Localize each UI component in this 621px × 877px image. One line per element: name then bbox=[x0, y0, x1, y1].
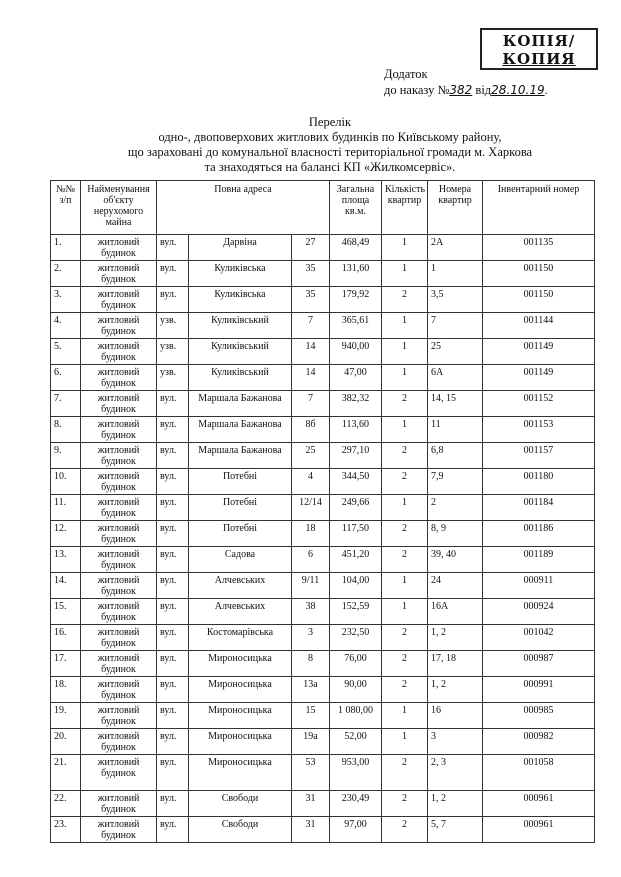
row-apartment-count: 2 bbox=[382, 791, 428, 817]
row-number: 2. bbox=[51, 261, 81, 287]
row-object-name: житловий будинок bbox=[81, 261, 157, 287]
row-object-name: житловий будинок bbox=[81, 417, 157, 443]
row-inventory-number: 001153 bbox=[483, 417, 595, 443]
stamp-line-1: КОПІЯ/ bbox=[502, 32, 576, 50]
row-apartment-count: 1 bbox=[382, 599, 428, 625]
order-number: 382 bbox=[449, 83, 473, 97]
row-house-number: 13а bbox=[292, 677, 330, 703]
row-house-number: 9/11 bbox=[292, 573, 330, 599]
header-name: Найменування об'єкту нерухомого майна bbox=[81, 181, 157, 235]
row-house-number: 14 bbox=[292, 339, 330, 365]
heading-line-1: Перелік bbox=[308, 115, 352, 129]
row-inventory-number: 000961 bbox=[483, 791, 595, 817]
row-apartment-numbers: 11 bbox=[428, 417, 483, 443]
row-apartment-count: 2 bbox=[382, 817, 428, 843]
table-row bbox=[51, 599, 595, 625]
row-object-name: житловий будинок bbox=[81, 755, 157, 791]
stamp-line-2: КОПИЯ bbox=[502, 50, 576, 68]
row-street-type: вул. bbox=[157, 391, 189, 417]
row-house-number: 12/14 bbox=[292, 495, 330, 521]
row-apartment-count: 1 bbox=[382, 417, 428, 443]
row-house-number: 6 bbox=[292, 547, 330, 573]
row-number: 4. bbox=[51, 313, 81, 339]
table-row bbox=[51, 547, 595, 573]
row-apartment-count: 2 bbox=[382, 677, 428, 703]
row-inventory-number: 001189 bbox=[483, 547, 595, 573]
row-street-type: вул. bbox=[157, 677, 189, 703]
row-area: 1 080,00 bbox=[330, 703, 382, 729]
row-house-number: 7 bbox=[292, 391, 330, 417]
row-inventory-number: 000985 bbox=[483, 703, 595, 729]
table-row bbox=[51, 365, 595, 391]
row-number: 11. bbox=[51, 495, 81, 521]
document-heading bbox=[100, 115, 560, 175]
table-row bbox=[51, 573, 595, 599]
row-object-name: житловий будинок bbox=[81, 573, 157, 599]
row-street: Куликівський bbox=[189, 313, 292, 339]
row-apartment-numbers: 16А bbox=[428, 599, 483, 625]
row-object-name: житловий будинок bbox=[81, 729, 157, 755]
row-number: 14. bbox=[51, 573, 81, 599]
row-apartment-numbers: 25 bbox=[428, 339, 483, 365]
table-row bbox=[51, 469, 595, 495]
row-street: Свободи bbox=[189, 817, 292, 843]
row-street-type: вул. bbox=[157, 729, 189, 755]
row-number: 23. bbox=[51, 817, 81, 843]
table-row bbox=[51, 391, 595, 417]
row-house-number: 8б bbox=[292, 417, 330, 443]
date-prefix: від bbox=[475, 83, 492, 97]
row-apartment-numbers: 8, 9 bbox=[428, 521, 483, 547]
row-house-number: 35 bbox=[292, 261, 330, 287]
row-street-type: узв. bbox=[157, 365, 189, 391]
row-area: 297,10 bbox=[330, 443, 382, 469]
row-house-number: 15 bbox=[292, 703, 330, 729]
row-apartment-count: 1 bbox=[382, 339, 428, 365]
table-row bbox=[51, 651, 595, 677]
row-house-number: 19а bbox=[292, 729, 330, 755]
row-street: Мироносицька bbox=[189, 677, 292, 703]
order-date: 28.10.19 bbox=[491, 83, 545, 97]
row-area: 365,61 bbox=[330, 313, 382, 339]
row-street: Мироносицька bbox=[189, 703, 292, 729]
table-header-row bbox=[51, 181, 595, 235]
row-number: 10. bbox=[51, 469, 81, 495]
row-area: 47,00 bbox=[330, 365, 382, 391]
row-house-number: 7 bbox=[292, 313, 330, 339]
row-number: 7. bbox=[51, 391, 81, 417]
row-street-type: вул. bbox=[157, 703, 189, 729]
row-street: Свободи bbox=[189, 791, 292, 817]
row-street: Потебні bbox=[189, 521, 292, 547]
row-house-number: 31 bbox=[292, 791, 330, 817]
table-row bbox=[51, 495, 595, 521]
row-street: Потебні bbox=[189, 469, 292, 495]
row-street-type: вул. bbox=[157, 791, 189, 817]
row-inventory-number: 001144 bbox=[483, 313, 595, 339]
row-area: 249,66 bbox=[330, 495, 382, 521]
row-object-name: житловий будинок bbox=[81, 495, 157, 521]
row-number: 1. bbox=[51, 235, 81, 261]
row-apartment-count: 1 bbox=[382, 495, 428, 521]
row-object-name: житловий будинок bbox=[81, 365, 157, 391]
row-street: Маршала Бажанова bbox=[189, 443, 292, 469]
row-apartment-count: 2 bbox=[382, 521, 428, 547]
row-number: 21. bbox=[51, 755, 81, 791]
header-address: Повна адреса bbox=[157, 181, 330, 235]
table-row bbox=[51, 261, 595, 287]
row-apartment-count: 2 bbox=[382, 651, 428, 677]
row-house-number: 35 bbox=[292, 287, 330, 313]
row-street: Куликівський bbox=[189, 365, 292, 391]
row-house-number: 3 bbox=[292, 625, 330, 651]
row-apartment-numbers: 1, 2 bbox=[428, 625, 483, 651]
row-street: Маршала Бажанова bbox=[189, 391, 292, 417]
row-house-number: 18 bbox=[292, 521, 330, 547]
row-street: Мироносицька bbox=[189, 729, 292, 755]
row-number: 15. bbox=[51, 599, 81, 625]
table-row bbox=[51, 443, 595, 469]
row-house-number: 14 bbox=[292, 365, 330, 391]
appendix-title: Додаток bbox=[384, 67, 428, 81]
row-inventory-number: 001150 bbox=[483, 287, 595, 313]
row-apartment-count: 1 bbox=[382, 313, 428, 339]
table-row bbox=[51, 235, 595, 261]
row-area: 152,59 bbox=[330, 599, 382, 625]
row-street-type: вул. bbox=[157, 235, 189, 261]
row-inventory-number: 000911 bbox=[483, 573, 595, 599]
row-area: 344,50 bbox=[330, 469, 382, 495]
order-reference: до наказу №382 від28.10.19. bbox=[384, 83, 548, 97]
table-row bbox=[51, 339, 595, 365]
row-street-type: вул. bbox=[157, 573, 189, 599]
row-object-name: житловий будинок bbox=[81, 817, 157, 843]
row-area: 76,00 bbox=[330, 651, 382, 677]
row-apartment-numbers: 5, 7 bbox=[428, 817, 483, 843]
row-inventory-number: 001058 bbox=[483, 755, 595, 791]
row-area: 113,60 bbox=[330, 417, 382, 443]
row-object-name: житловий будинок bbox=[81, 469, 157, 495]
row-object-name: житловий будинок bbox=[81, 651, 157, 677]
copy-stamp bbox=[480, 28, 598, 70]
row-number: 6. bbox=[51, 365, 81, 391]
heading-line-3: що зараховані до комунальної власності територіальної громади м. Харкова bbox=[127, 145, 533, 159]
row-object-name: житловий будинок bbox=[81, 547, 157, 573]
row-apartment-numbers: 7,9 bbox=[428, 469, 483, 495]
row-street: Алчевських bbox=[189, 573, 292, 599]
row-object-name: житловий будинок bbox=[81, 287, 157, 313]
row-apartment-numbers: 1, 2 bbox=[428, 677, 483, 703]
row-street-type: вул. bbox=[157, 521, 189, 547]
row-area: 117,50 bbox=[330, 521, 382, 547]
row-street-type: вул. bbox=[157, 651, 189, 677]
row-street: Мироносицька bbox=[189, 651, 292, 677]
row-street-type: вул. bbox=[157, 417, 189, 443]
row-object-name: житловий будинок bbox=[81, 703, 157, 729]
row-object-name: житловий будинок bbox=[81, 443, 157, 469]
row-number: 12. bbox=[51, 521, 81, 547]
row-object-name: житловий будинок bbox=[81, 677, 157, 703]
row-street: Мироносицька bbox=[189, 755, 292, 791]
row-apartment-count: 2 bbox=[382, 469, 428, 495]
row-street-type: узв. bbox=[157, 339, 189, 365]
row-number: 3. bbox=[51, 287, 81, 313]
row-street: Потебні bbox=[189, 495, 292, 521]
row-street-type: вул. bbox=[157, 261, 189, 287]
row-street-type: вул. bbox=[157, 755, 189, 791]
table-row bbox=[51, 313, 595, 339]
row-apartment-numbers: 1 bbox=[428, 261, 483, 287]
row-street-type: вул. bbox=[157, 287, 189, 313]
row-inventory-number: 001135 bbox=[483, 235, 595, 261]
row-apartment-count: 1 bbox=[382, 235, 428, 261]
row-apartment-numbers: 3,5 bbox=[428, 287, 483, 313]
header-apartments: Кількість квартир bbox=[382, 181, 428, 235]
row-number: 20. bbox=[51, 729, 81, 755]
row-apartment-numbers: 6А bbox=[428, 365, 483, 391]
row-inventory-number: 001180 bbox=[483, 469, 595, 495]
row-apartment-count: 2 bbox=[382, 391, 428, 417]
row-inventory-number: 001149 bbox=[483, 339, 595, 365]
table-row bbox=[51, 755, 595, 791]
table-row bbox=[51, 817, 595, 843]
row-street: Куликівська bbox=[189, 261, 292, 287]
row-object-name: житловий будинок bbox=[81, 625, 157, 651]
row-area: 131,60 bbox=[330, 261, 382, 287]
row-apartment-numbers: 24 bbox=[428, 573, 483, 599]
row-apartment-count: 2 bbox=[382, 547, 428, 573]
row-number: 19. bbox=[51, 703, 81, 729]
header-num: №№ з/п bbox=[51, 181, 81, 235]
header-area: Загальна площа кв.м. bbox=[330, 181, 382, 235]
row-inventory-number: 001042 bbox=[483, 625, 595, 651]
row-area: 468,49 bbox=[330, 235, 382, 261]
row-inventory-number: 000982 bbox=[483, 729, 595, 755]
row-street: Куликівський bbox=[189, 339, 292, 365]
row-apartment-count: 1 bbox=[382, 365, 428, 391]
row-number: 5. bbox=[51, 339, 81, 365]
row-inventory-number: 001150 bbox=[483, 261, 595, 287]
row-apartment-count: 1 bbox=[382, 729, 428, 755]
row-area: 97,00 bbox=[330, 817, 382, 843]
row-inventory-number: 001184 bbox=[483, 495, 595, 521]
row-apartment-numbers: 2, 3 bbox=[428, 755, 483, 791]
row-inventory-number: 001157 bbox=[483, 443, 595, 469]
row-apartment-numbers: 7 bbox=[428, 313, 483, 339]
row-area: 90,00 bbox=[330, 677, 382, 703]
row-inventory-number: 000924 bbox=[483, 599, 595, 625]
table-row bbox=[51, 417, 595, 443]
row-apartment-numbers: 2 bbox=[428, 495, 483, 521]
row-object-name: житловий будинок bbox=[81, 599, 157, 625]
header-apartment-numbers: Номера квартир bbox=[428, 181, 483, 235]
row-number: 9. bbox=[51, 443, 81, 469]
row-street: Куликівська bbox=[189, 287, 292, 313]
row-inventory-number: 001152 bbox=[483, 391, 595, 417]
row-apartment-numbers: 14, 15 bbox=[428, 391, 483, 417]
row-street: Маршала Бажанова bbox=[189, 417, 292, 443]
row-apartment-numbers: 6,8 bbox=[428, 443, 483, 469]
row-apartment-numbers: 39, 40 bbox=[428, 547, 483, 573]
row-street-type: вул. bbox=[157, 469, 189, 495]
table-row bbox=[51, 729, 595, 755]
row-object-name: житловий будинок bbox=[81, 791, 157, 817]
row-apartment-numbers: 3 bbox=[428, 729, 483, 755]
row-street: Садова bbox=[189, 547, 292, 573]
row-inventory-number: 000961 bbox=[483, 817, 595, 843]
row-area: 232,50 bbox=[330, 625, 382, 651]
row-house-number: 25 bbox=[292, 443, 330, 469]
header-inventory: Інвентарний номер bbox=[483, 181, 595, 235]
row-area: 179,92 bbox=[330, 287, 382, 313]
buildings-table bbox=[50, 180, 595, 843]
appendix-note bbox=[384, 66, 548, 98]
row-apartment-numbers: 1, 2 bbox=[428, 791, 483, 817]
row-house-number: 38 bbox=[292, 599, 330, 625]
row-number: 16. bbox=[51, 625, 81, 651]
row-object-name: житловий будинок bbox=[81, 235, 157, 261]
heading-line-2: одно-, двоповерхових житлових будинків по Київському району, bbox=[158, 130, 502, 144]
row-street-type: вул. bbox=[157, 547, 189, 573]
table-row bbox=[51, 791, 595, 817]
row-street-type: вул. bbox=[157, 443, 189, 469]
row-house-number: 4 bbox=[292, 469, 330, 495]
row-number: 8. bbox=[51, 417, 81, 443]
row-number: 18. bbox=[51, 677, 81, 703]
row-apartment-numbers: 2А bbox=[428, 235, 483, 261]
row-street-type: вул. bbox=[157, 817, 189, 843]
heading-line-4: та знаходяться на балансі КП «Жилкомсервіс». bbox=[204, 160, 456, 174]
row-area: 451,20 bbox=[330, 547, 382, 573]
row-apartment-count: 2 bbox=[382, 287, 428, 313]
row-apartment-numbers: 17, 18 bbox=[428, 651, 483, 677]
row-inventory-number: 001149 bbox=[483, 365, 595, 391]
row-area: 52,00 bbox=[330, 729, 382, 755]
row-inventory-number: 000987 bbox=[483, 651, 595, 677]
row-object-name: житловий будинок bbox=[81, 313, 157, 339]
row-number: 22. bbox=[51, 791, 81, 817]
row-apartment-count: 1 bbox=[382, 573, 428, 599]
row-object-name: житловий будинок bbox=[81, 521, 157, 547]
row-area: 940,00 bbox=[330, 339, 382, 365]
row-house-number: 31 bbox=[292, 817, 330, 843]
row-street: Алчевських bbox=[189, 599, 292, 625]
row-inventory-number: 001186 bbox=[483, 521, 595, 547]
table-row bbox=[51, 521, 595, 547]
table-row bbox=[51, 703, 595, 729]
row-house-number: 53 bbox=[292, 755, 330, 791]
row-area: 230,49 bbox=[330, 791, 382, 817]
row-house-number: 27 bbox=[292, 235, 330, 261]
row-area: 104,00 bbox=[330, 573, 382, 599]
row-apartment-count: 1 bbox=[382, 703, 428, 729]
row-street-type: вул. bbox=[157, 625, 189, 651]
row-inventory-number: 000991 bbox=[483, 677, 595, 703]
row-area: 953,00 bbox=[330, 755, 382, 791]
row-apartment-count: 2 bbox=[382, 443, 428, 469]
row-apartment-numbers: 16 bbox=[428, 703, 483, 729]
row-apartment-count: 2 bbox=[382, 755, 428, 791]
row-apartment-count: 1 bbox=[382, 261, 428, 287]
row-number: 13. bbox=[51, 547, 81, 573]
row-object-name: житловий будинок bbox=[81, 339, 157, 365]
row-apartment-count: 2 bbox=[382, 625, 428, 651]
row-number: 17. bbox=[51, 651, 81, 677]
row-street-type: вул. bbox=[157, 495, 189, 521]
table-row bbox=[51, 677, 595, 703]
order-prefix: до наказу № bbox=[384, 83, 450, 97]
row-street: Костомарівська bbox=[189, 625, 292, 651]
table-row bbox=[51, 287, 595, 313]
row-street-type: узв. bbox=[157, 313, 189, 339]
table-row bbox=[51, 625, 595, 651]
row-house-number: 8 bbox=[292, 651, 330, 677]
row-street-type: вул. bbox=[157, 599, 189, 625]
row-street: Дарвіна bbox=[189, 235, 292, 261]
row-object-name: житловий будинок bbox=[81, 391, 157, 417]
row-area: 382,32 bbox=[330, 391, 382, 417]
